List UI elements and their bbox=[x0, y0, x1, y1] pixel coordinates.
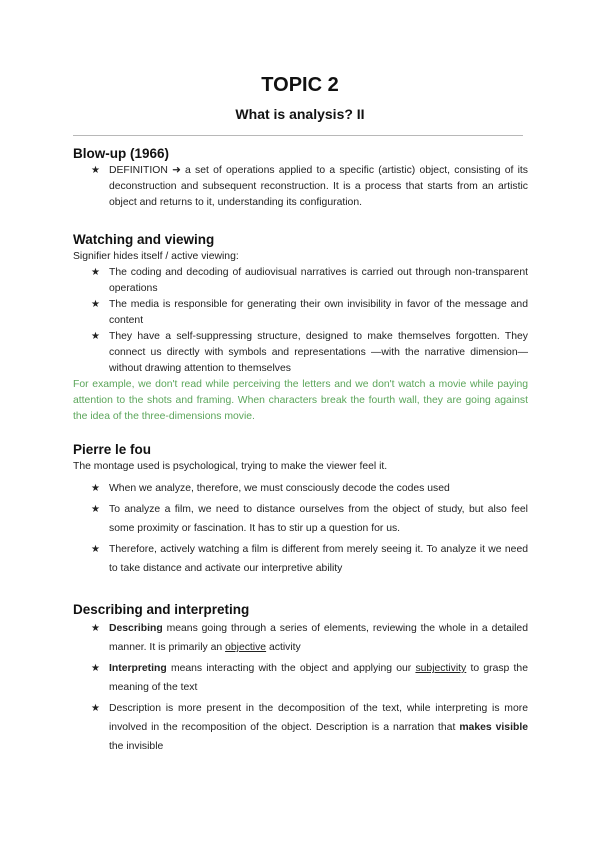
list-item: ★ Interpreting means interacting with the object and applying our subjectivity to grasp the meaning of the text bbox=[109, 659, 528, 697]
list-item: ★ Describing means going through a series of elements, reviewing the whole in a detailed manner. It is primarily an objective activity bbox=[109, 619, 528, 657]
list-item: ★ When we analyze, therefore, we must consciously decode the codes used bbox=[109, 479, 528, 498]
section-pierrot bbox=[73, 442, 528, 578]
star-bullet-icon: ★ bbox=[91, 663, 100, 674]
star-bullet-icon: ★ bbox=[91, 504, 100, 515]
bullet-list bbox=[73, 163, 528, 211]
bullet-list bbox=[73, 619, 528, 756]
star-bullet-icon: ★ bbox=[91, 703, 100, 714]
list-item: ★ The coding and decoding of audiovisual narratives is carried out through non-transparent operations bbox=[91, 267, 528, 294]
list-item: ★ Therefore, actively watching a film is different from merely seeing it. To analyze it we need to take distance and activate our interpretive ability bbox=[109, 540, 528, 578]
bullet-list bbox=[73, 265, 528, 377]
document-body bbox=[73, 146, 528, 758]
star-bullet-icon: ★ bbox=[91, 299, 100, 310]
section-heading: Pierre le fou bbox=[73, 442, 152, 457]
section-intro: Signifier hides itself / active viewing: bbox=[73, 251, 239, 262]
example-paragraph: For example, we don't read while perceiving the letters and we don't watch a movie while paying attention to the shots and framing. When characters break the fourth wall, they are going against the idea of the three-dimensions movie. bbox=[73, 379, 528, 422]
star-bullet-icon: ★ bbox=[91, 623, 100, 634]
title-divider bbox=[73, 135, 523, 136]
term-describing: Describing bbox=[109, 623, 163, 634]
section-heading: Watching and viewing bbox=[73, 232, 215, 247]
section-heading: Blow-up (1966) bbox=[73, 146, 170, 161]
list-item: ★ DEFINITION ➜ a set of operations applied to a specific (artistic) object, consisting of its deconstruction and subsequent reconstruction. It is a process that starts from an artistic object and returns to it, understanding its configuration. bbox=[91, 165, 528, 208]
section-describing bbox=[73, 602, 528, 756]
section-watching bbox=[73, 232, 528, 425]
term-interpreting: Interpreting bbox=[109, 663, 167, 674]
list-item: ★ The media is responsible for generating their own invisibility in favor of the message and content bbox=[91, 299, 528, 326]
bullet-list bbox=[73, 479, 528, 578]
star-bullet-icon: ★ bbox=[91, 165, 100, 176]
star-bullet-icon: ★ bbox=[91, 267, 100, 278]
star-bullet-icon: ★ bbox=[91, 483, 100, 494]
section-heading: Describing and interpreting bbox=[73, 602, 250, 617]
page-subtitle: What is analysis? II bbox=[235, 106, 365, 122]
star-bullet-icon: ★ bbox=[91, 544, 100, 555]
emphasis: makes visible bbox=[459, 722, 528, 733]
list-item: ★ To analyze a film, we need to distance ourselves from the object of study, but also feel some proximity or fascination. It has to stir up a question for us. bbox=[109, 500, 528, 538]
page-title: TOPIC 2 bbox=[261, 74, 339, 96]
list-item: ★ They have a self-suppressing structure, designed to make themselves forgotten. They connect us directly with symbols and representations —with the narrative dimension— without drawing attention to themselves bbox=[91, 331, 528, 374]
underlined-term: objective bbox=[225, 642, 267, 653]
section-intro: The montage used is psychological, trying to make the viewer feel it. bbox=[73, 461, 388, 472]
section-blowup bbox=[73, 146, 528, 211]
underlined-term: subjectivity bbox=[415, 663, 467, 674]
list-item: ★ Description is more present in the decomposition of the text, while interpreting is more involved in the recomposition of the object. Description is a narration that makes visible the invisible bbox=[109, 699, 528, 756]
star-bullet-icon: ★ bbox=[91, 331, 100, 342]
